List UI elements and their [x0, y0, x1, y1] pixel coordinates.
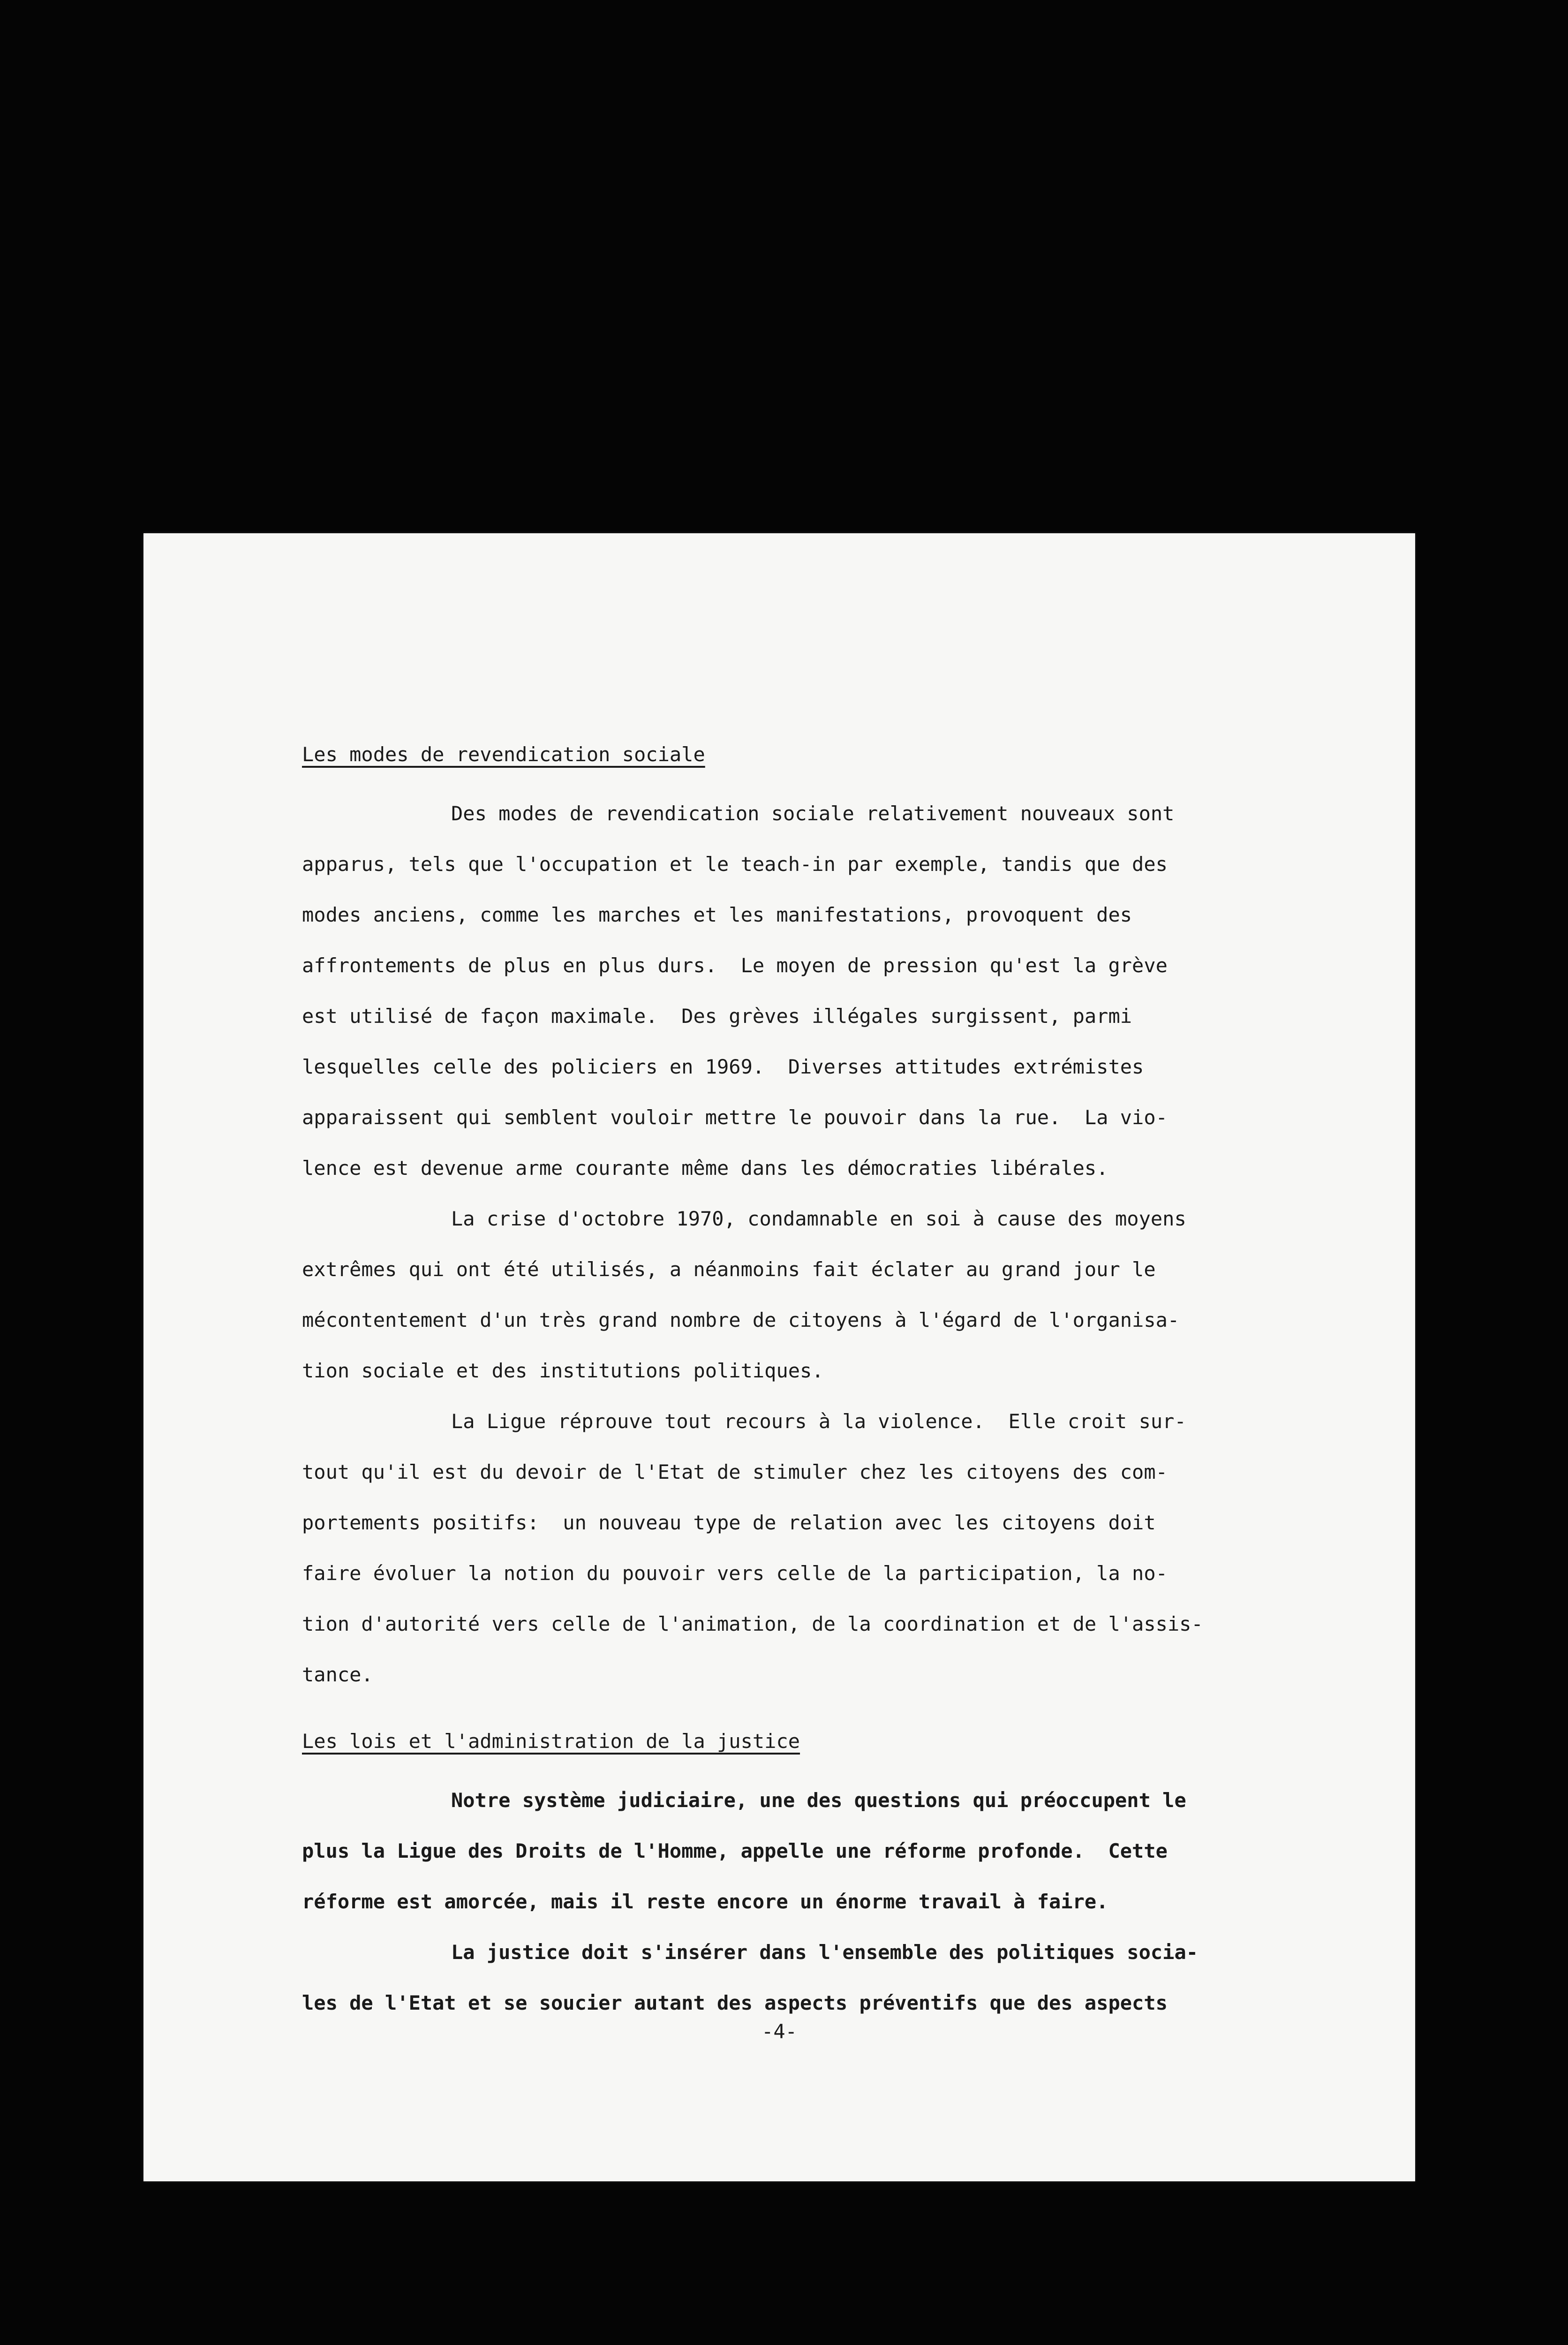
text-line: La Ligue réprouve tout recours à la violence. Elle croit sur- [451, 1410, 1186, 1433]
paragraph [302, 1775, 1259, 1927]
text-line: affrontements de plus en plus durs. Le moyen de pression qu'est la grève [302, 954, 1168, 977]
text-line: mécontentement d'un très grand nombre de citoyens à l'égard de l'organisa- [302, 1309, 1180, 1331]
text-line: plus la Ligue des Droits de l'Homme, appelle une réforme profonde. Cette [302, 1839, 1168, 1862]
text-line: tance. [302, 1663, 373, 1686]
text-line: réforme est amorcée, mais il reste encore un énorme travail à faire. [302, 1890, 1108, 1913]
document-page [143, 533, 1415, 2181]
text-line: est utilisé de façon maximale. Des grèves illégales surgissent, parmi [302, 1005, 1132, 1028]
text-line: apparus, tels que l'occupation et le teach-in par exemple, tandis que des [302, 853, 1168, 876]
text-line: tion d'autorité vers celle de l'animation, de la coordination et de l'assis- [302, 1612, 1203, 1635]
section-heading-justice: Les lois et l'administration de la justice [302, 1730, 800, 1753]
text-line: modes anciens, comme les marches et les manifestations, provoquent des [302, 903, 1132, 926]
text-line: extrêmes qui ont été utilisés, a néanmoins fait éclater au grand jour le [302, 1258, 1156, 1281]
paragraph [302, 788, 1259, 1194]
text-line: lesquelles celle des policiers en 1969. Diverses attitudes extrémistes [302, 1055, 1144, 1078]
section-heading-revendication: Les modes de revendication sociale [302, 743, 705, 766]
paragraph [302, 1194, 1259, 1396]
text-line: Des modes de revendication sociale relativement nouveaux sont [451, 802, 1175, 825]
text-line: apparaissent qui semblent vouloir mettre le pouvoir dans la rue. La vio- [302, 1106, 1168, 1129]
text-line: La crise d'octobre 1970, condamnable en soi à cause des moyens [451, 1207, 1186, 1230]
text-line: Notre système judiciaire, une des questions qui préoccupent le [451, 1789, 1186, 1812]
paragraph [302, 1927, 1259, 2028]
text-line: faire évoluer la notion du pouvoir vers celle de la participation, la no- [302, 1562, 1168, 1585]
page-number: -4- [761, 2020, 797, 2043]
text-line: La justice doit s'insérer dans l'ensemble des politiques socia- [451, 1941, 1199, 1964]
text-line: les de l'Etat et se soucier autant des aspects préventifs que des aspects [302, 1991, 1168, 2014]
text-line: portements positifs: un nouveau type de relation avec les citoyens doit [302, 1511, 1156, 1534]
text-line: tion sociale et des institutions politiques. [302, 1359, 824, 1382]
paragraph [302, 1396, 1259, 1700]
text-line: tout qu'il est du devoir de l'Etat de stimuler chez les citoyens des com- [302, 1460, 1168, 1483]
page-content [302, 740, 1259, 2028]
text-line: lence est devenue arme courante même dans les démocraties libérales. [302, 1157, 1108, 1180]
